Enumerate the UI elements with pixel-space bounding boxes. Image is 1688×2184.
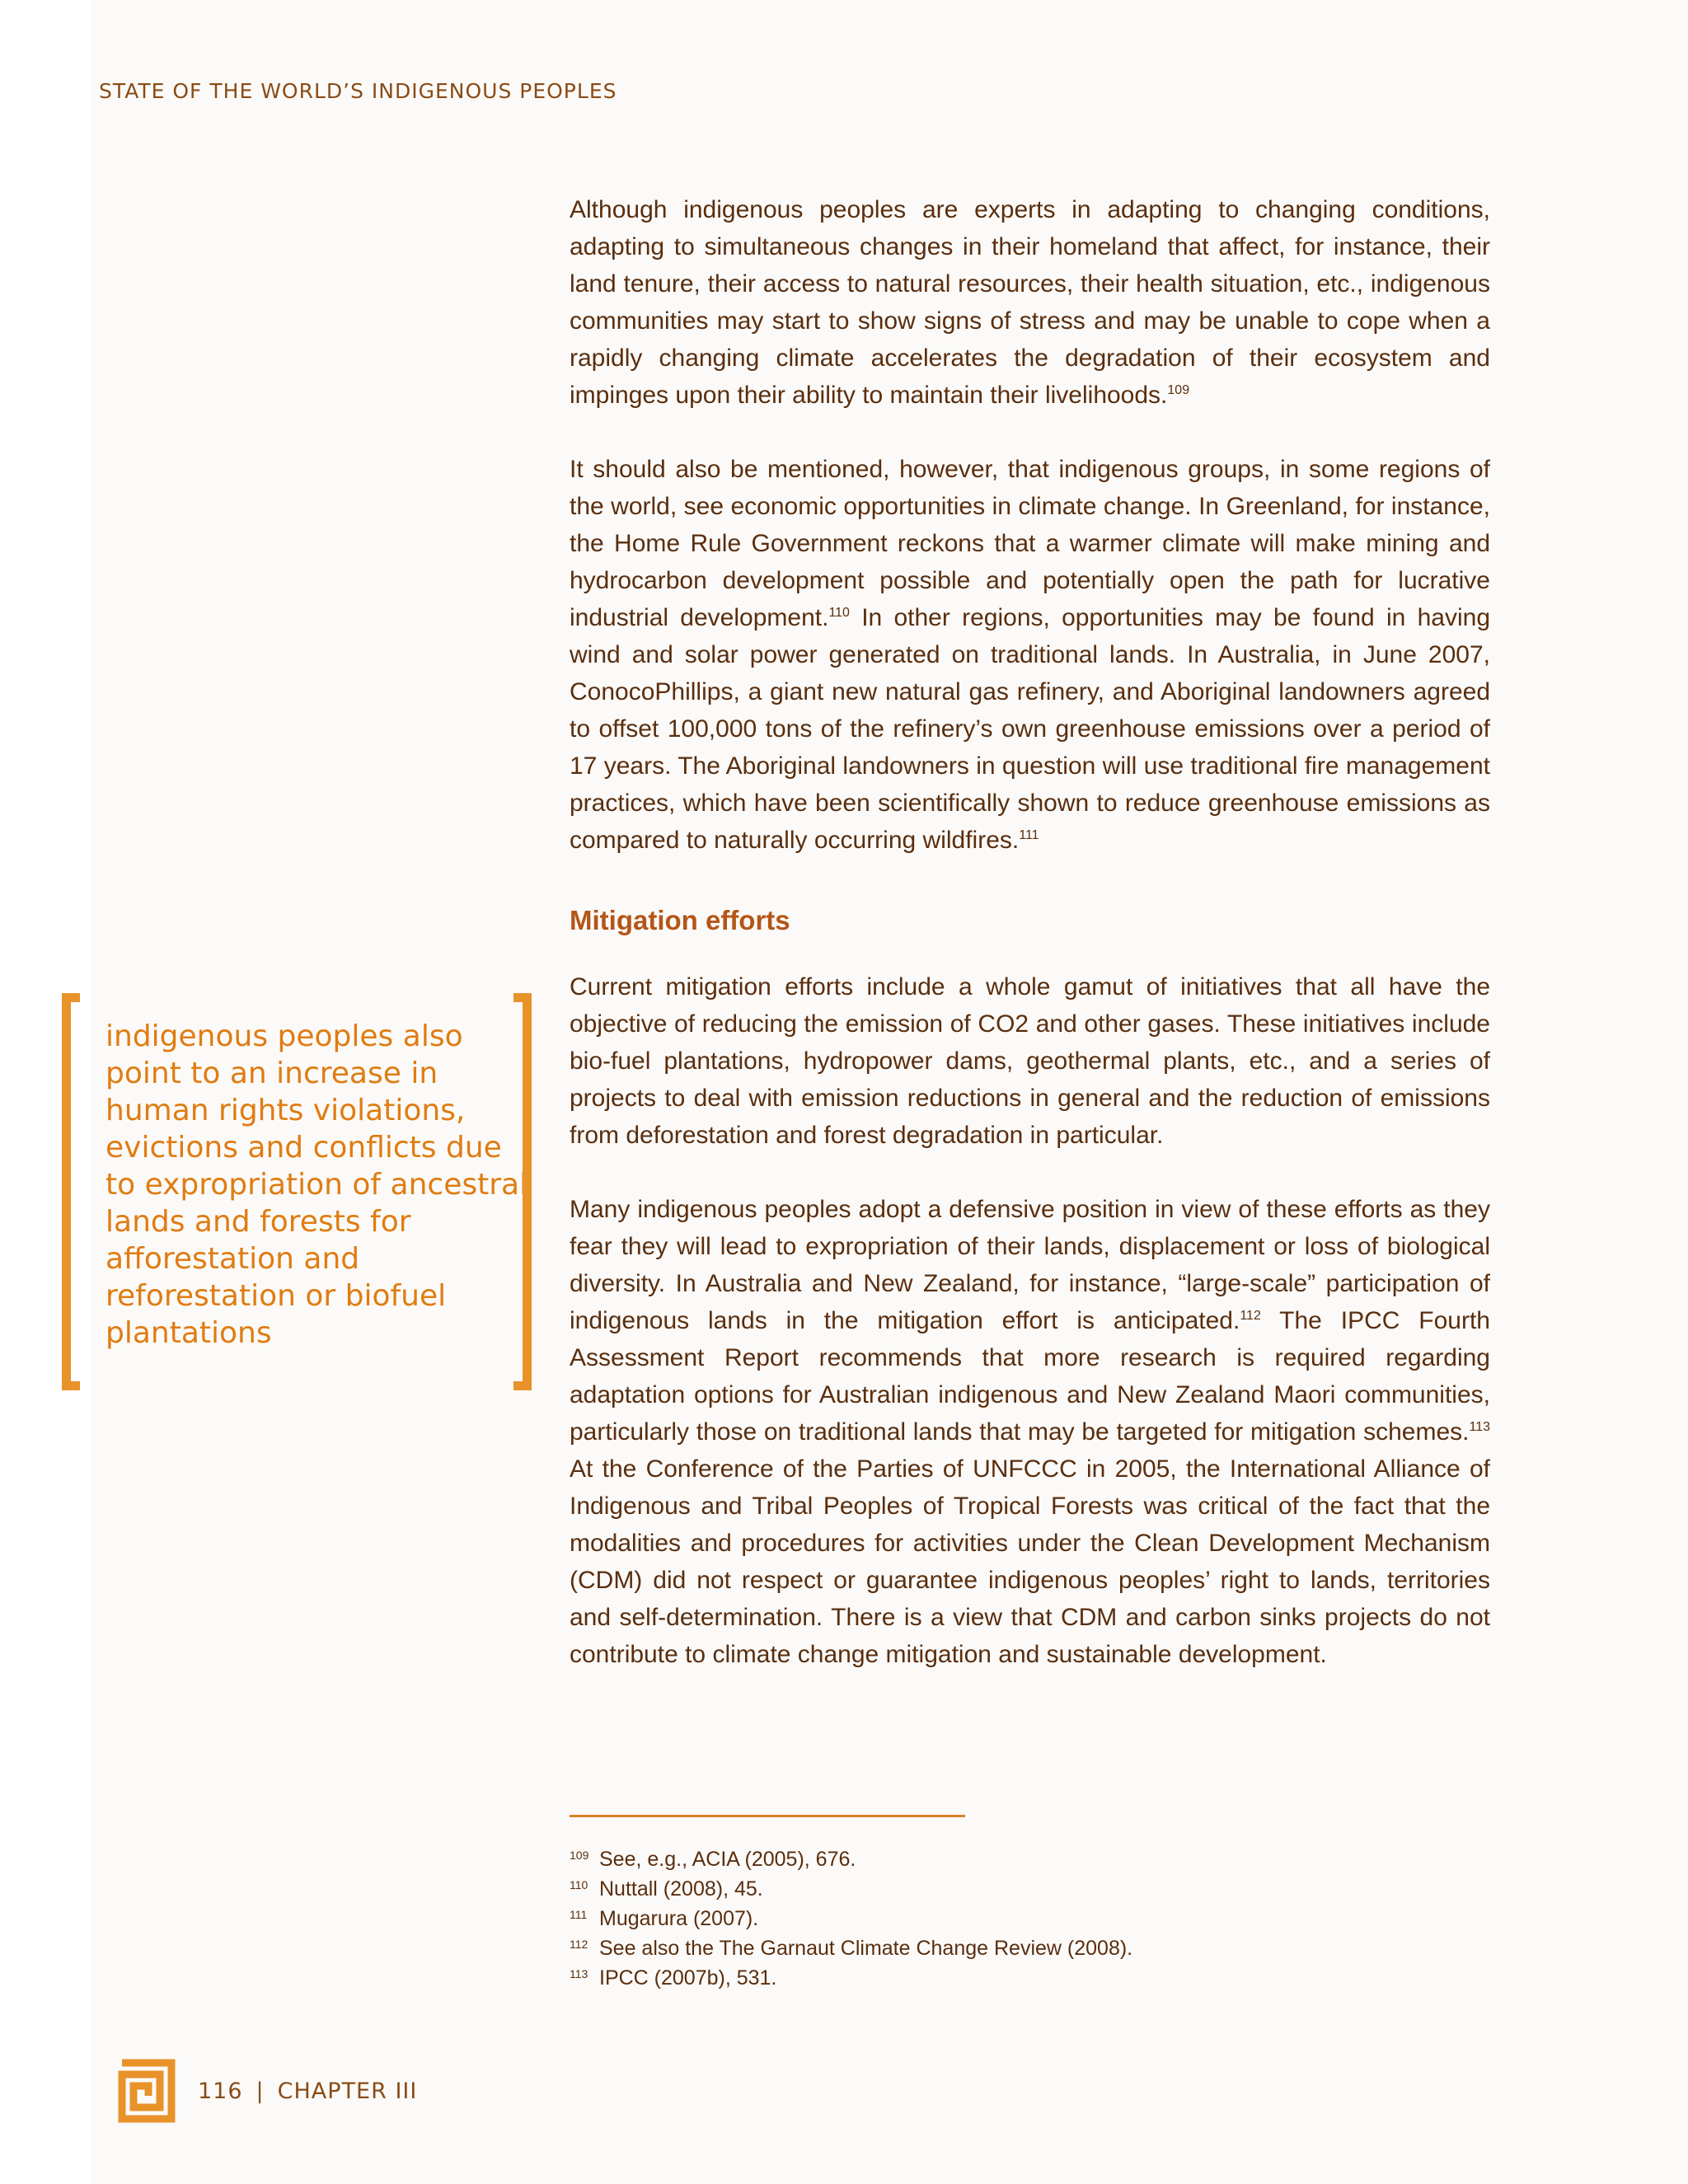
footnote-item <box>570 1904 1490 1933</box>
footnote-divider <box>570 1815 965 1817</box>
paragraph-3: Current mitigation efforts include a whole gamut of initiatives that all have the objective of reducing the emission of CO2 and other gases. These initiatives include bio-fuel plantations, hydropower dams, geothermal plants, etc., and a series of projects to deal with emission reductions in general and the reduction of emissions from deforestation and forest degradation in particular. <box>570 973 1490 1149</box>
footnote-item <box>570 1933 1490 1963</box>
footnote-ref-109[interactable]: 109 <box>1167 383 1190 397</box>
pull-quote-text: indigenous peoples also point to an increase in human rights violations, evictions and conflicts due to expropriation of ancestral lands and forests for afforestation and reforestation or biofuel plantations <box>106 1019 528 1350</box>
footnote-item <box>570 1844 1490 1874</box>
main-text-column <box>570 191 1490 1710</box>
footnote-ref-112[interactable]: 112 <box>1240 1309 1261 1323</box>
chapter-label: CHAPTER III <box>277 2078 418 2104</box>
footnote-number: 109 <box>570 1849 589 1862</box>
paragraph-1-text: Although indigenous peoples are experts in adapting to changing conditions, adapting to simultaneous changes in their homeland that affect, for instance, their land tenure, their access to natural resources, their health situation, etc., indigenous communities may start to show signs of stress and may be unable to cope when a rapidly changing climate accelerates the degradation of their ecosystem and impinges upon their ability to maintain their livelihoods. <box>570 196 1490 409</box>
paragraph-2-text-b: In other regions, opportunities may be found in having wind and solar power generated on traditional lands. In Australia, in June 2007, ConocoPhillips, a giant new natural gas refinery, and Aboriginal landowners agreed to offset 100,000 tons of the refinery’s own greenhouse emissions over a period of 17 years. The Aboriginal landowners in question will use traditional fire management practices, which have been scientifically shown to reduce greenhouse emissions as compared to naturally occurring wildfires. <box>570 604 1491 854</box>
page-number: 116 <box>198 2078 243 2104</box>
footnote-number: 110 <box>570 1878 588 1891</box>
section-heading: Mitigation efforts <box>570 905 790 935</box>
footnote-ref-111[interactable]: 111 <box>1019 828 1039 842</box>
paragraph-2 <box>570 451 1490 859</box>
footnote-ref-110[interactable]: 110 <box>828 606 850 620</box>
spiral-logo-icon <box>117 2058 176 2124</box>
page-footer <box>117 2058 417 2124</box>
footnote-ref-113[interactable]: 113 <box>1469 1420 1490 1434</box>
footnote-text: IPCC (2007b), 531. <box>599 1966 777 1990</box>
footnote-text: See, e.g., ACIA (2005), 676. <box>599 1848 856 1871</box>
paragraph-1 <box>570 191 1490 414</box>
folio-separator: | <box>256 2078 265 2104</box>
paragraph-2-text-a: It should also be mentioned, however, that indigenous groups, in some regions of the world, see economic opportunities in climate change. In Greenland, for instance, the Home Rule Government reckons that a warmer climate will make mining and hydrocarbon development possible and potentially open the path for lucrative industrial development. <box>570 456 1490 631</box>
footnotes <box>570 1844 1490 1993</box>
footnote-number: 113 <box>570 1967 588 1980</box>
paragraph-4-text-b: The IPCC Fourth Assessment Report recommends that more research is required regarding adaptation options for Australian indigenous and New Zealand Maori communities, particularly those on traditional lands that may be targeted for mitigation schemes. <box>570 1307 1490 1446</box>
paragraph-4-text-a: Many indigenous peoples adopt a defensive position in view of these efforts as they fear they will lead to expropriation of their lands, displacement or loss of biological diversity. In Australia and New Zealand, for instance, “large-scale” participation of indigenous lands in the mitigation effort is anticipated. <box>570 1196 1490 1334</box>
footnote-text: Nuttall (2008), 45. <box>599 1877 763 1900</box>
running-header: STATE OF THE WORLD’S INDIGENOUS PEOPLES <box>99 79 617 103</box>
left-bracket-icon <box>62 993 80 1390</box>
footnote-item <box>570 1963 1490 1993</box>
folio <box>198 2079 417 2104</box>
right-bracket-icon <box>513 993 532 1390</box>
footnote-text: See also the The Garnaut Climate Change Review (2008). <box>599 1937 1133 1960</box>
paragraph-4 <box>570 1191 1490 1673</box>
footnote-item <box>570 1874 1490 1904</box>
footnote-number: 112 <box>570 1938 588 1951</box>
footnote-number: 111 <box>570 1908 588 1921</box>
paragraph-4-text-c: At the Conference of the Parties of UNFCCC in 2005, the International Alliance of Indigenous and Tribal Peoples of Tropical Forests was critical of the fact that the modalities and procedures for activities under the Clean Development Mechanism (CDM) did not respect or guarantee indigenous peoples’ right to lands, territories and self-determination. There is a view that CDM and carbon sinks projects do not contribute to climate change mitigation and sustainable development. <box>570 1455 1490 1668</box>
pull-quote <box>62 993 532 1390</box>
footnote-text: Mugarura (2007). <box>599 1907 759 1930</box>
